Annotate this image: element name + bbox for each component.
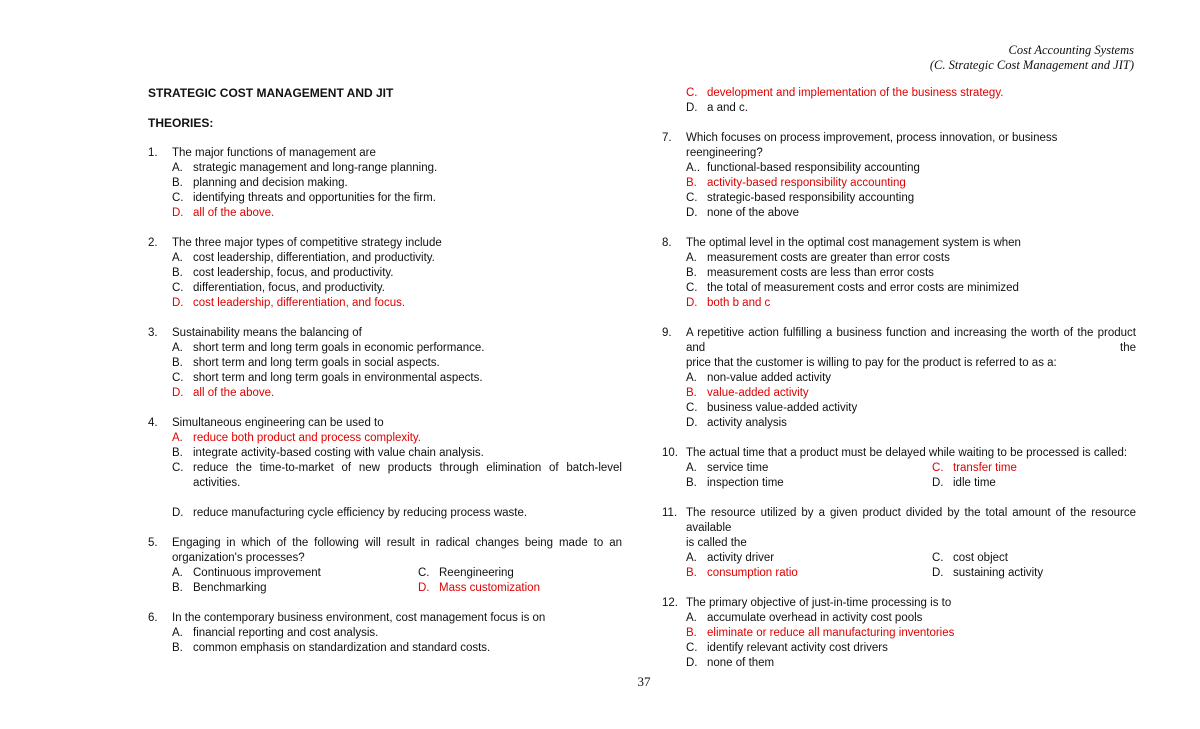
question-12 bbox=[662, 596, 1136, 671]
question-text: Engaging in which of the following will result in radical changes being made to an bbox=[172, 537, 622, 549]
option-c: Reengineering bbox=[439, 567, 514, 579]
option-c-answer: transfer time bbox=[953, 462, 1017, 474]
question-11 bbox=[662, 506, 1136, 581]
option-letter: C. bbox=[172, 372, 184, 384]
question-text: Simultaneous engineering can be used to bbox=[172, 417, 384, 429]
option-letter: B. bbox=[172, 357, 183, 369]
option-letter: A. bbox=[686, 552, 697, 564]
question-8 bbox=[662, 236, 1136, 311]
question-text: Which focuses on process improvement, process innovation, or business reengineering? bbox=[686, 132, 1058, 159]
option-b: measurement costs are less than error costs bbox=[707, 267, 934, 279]
question-number: 10. bbox=[662, 447, 678, 459]
question-number: 9. bbox=[662, 327, 672, 339]
option-letter: A. bbox=[172, 162, 183, 174]
option-letter: A. bbox=[686, 612, 697, 624]
option-d-answer: all of the above. bbox=[193, 387, 275, 399]
question-number: 6. bbox=[148, 612, 158, 624]
option-letter: B. bbox=[686, 627, 697, 639]
option-b: short term and long term goals in social aspects. bbox=[193, 357, 440, 369]
option-letter: D. bbox=[686, 297, 698, 309]
option-b: cost leadership, focus, and productivity. bbox=[193, 267, 394, 279]
option-d: sustaining activity bbox=[953, 567, 1044, 579]
option-a: financial reporting and cost analysis. bbox=[193, 627, 379, 639]
question-text: A repetitive action fulfilling a business function and increasing the worth of the product and the bbox=[686, 327, 1136, 354]
option-letter: D. bbox=[418, 582, 430, 594]
option-letter: B. bbox=[686, 387, 697, 399]
page-title: STRATEGIC COST MANAGEMENT AND JIT bbox=[148, 86, 394, 100]
option-letter: C. bbox=[932, 552, 944, 564]
option-letter: B. bbox=[686, 177, 697, 189]
option-b: Benchmarking bbox=[193, 582, 267, 594]
question-10 bbox=[662, 446, 1136, 491]
option-d-answer: cost leadership, differentiation, and focus. bbox=[193, 297, 406, 309]
option-letter: C. bbox=[172, 282, 184, 294]
option-c: the total of measurement costs and error costs are minimized bbox=[707, 282, 1019, 294]
option-b-answer: eliminate or reduce all manufacturing inventories bbox=[707, 627, 955, 639]
question-number: 4. bbox=[148, 417, 158, 429]
option-d: none of them bbox=[707, 657, 775, 669]
question-number: 3. bbox=[148, 327, 158, 339]
option-letter: D. bbox=[172, 207, 184, 219]
option-letter: B. bbox=[686, 477, 697, 489]
option-letter: A. bbox=[172, 567, 183, 579]
question-6-continued bbox=[662, 86, 1136, 116]
option-letter: D. bbox=[686, 207, 698, 219]
question-3 bbox=[148, 326, 622, 401]
option-letter: B. bbox=[172, 267, 183, 279]
question-text: The major functions of management are bbox=[172, 147, 376, 159]
option-d: none of the above bbox=[707, 207, 800, 219]
question-7 bbox=[662, 131, 1136, 221]
question-text: The three major types of competitive strategy include bbox=[172, 237, 442, 249]
option-d-answer: both b and c bbox=[707, 297, 771, 309]
option-letter: C. bbox=[686, 192, 698, 204]
option-d-answer: all of the above. bbox=[193, 207, 275, 219]
option-letter: A.. bbox=[686, 162, 701, 174]
option-letter: A. bbox=[686, 372, 697, 384]
option-b: planning and decision making. bbox=[193, 177, 348, 189]
option-c: short term and long term goals in environmental aspects. bbox=[193, 372, 483, 384]
option-letter: B. bbox=[172, 582, 183, 594]
option-letter: C. bbox=[686, 282, 698, 294]
question-1 bbox=[148, 146, 622, 221]
question-text: The optimal level in the optimal cost management system is when bbox=[686, 237, 1021, 249]
option-letter: D. bbox=[932, 477, 944, 489]
option-c: differentiation, focus, and productivity. bbox=[193, 282, 385, 294]
question-number: 11. bbox=[662, 507, 678, 519]
option-c: cost object bbox=[953, 552, 1008, 564]
option-c: identifying threats and opportunities for the firm. bbox=[193, 192, 436, 204]
option-letter: C. bbox=[172, 462, 184, 474]
option-a: measurement costs are greater than error costs bbox=[707, 252, 950, 264]
option-letter: C. bbox=[686, 402, 698, 414]
question-number: 12. bbox=[662, 597, 678, 609]
question-2 bbox=[148, 236, 622, 311]
option-c: identify relevant activity cost drivers bbox=[707, 642, 888, 654]
option-letter: D. bbox=[932, 567, 944, 579]
header-line-2: (C. Strategic Cost Management and JIT) bbox=[929, 58, 1134, 72]
option-letter: B. bbox=[686, 567, 697, 579]
question-number: 7. bbox=[662, 132, 672, 144]
question-6 bbox=[148, 611, 622, 656]
option-letter: A. bbox=[686, 462, 697, 474]
option-a: accumulate overhead in activity cost pools bbox=[707, 612, 923, 624]
option-letter: C. bbox=[418, 567, 430, 579]
question-number: 2. bbox=[148, 237, 158, 249]
option-letter: A. bbox=[172, 252, 183, 264]
option-d: a and c. bbox=[707, 102, 748, 114]
option-letter: B. bbox=[172, 642, 183, 654]
option-d: reduce manufacturing cycle efficiency by reducing process waste. bbox=[193, 507, 528, 519]
question-text: The actual time that a product must be delayed while waiting to be processed is called: bbox=[686, 447, 1128, 459]
question-4 bbox=[148, 416, 622, 521]
question-number: 8. bbox=[662, 237, 672, 249]
question-text: The primary objective of just-in-time processing is to bbox=[686, 597, 952, 609]
option-c: reduce the time-to-market of new products through elimination of batch-level activities. bbox=[193, 462, 622, 489]
option-a: functional-based responsibility accounting bbox=[707, 162, 920, 174]
option-a: activity driver bbox=[707, 552, 775, 564]
question-text-cont: price that the customer is willing to pay for the product is referred to as a: bbox=[686, 357, 1057, 369]
option-letter: C. bbox=[686, 642, 698, 654]
option-letter: A. bbox=[172, 627, 183, 639]
option-a: strategic management and long-range planning. bbox=[193, 162, 438, 174]
option-letter: C. bbox=[172, 192, 184, 204]
option-a: cost leadership, differentiation, and productivity. bbox=[193, 252, 435, 264]
section-heading: THEORIES: bbox=[148, 116, 214, 130]
question-number: 1. bbox=[148, 147, 158, 159]
option-a: Continuous improvement bbox=[193, 567, 321, 579]
page-number: 37 bbox=[637, 674, 651, 689]
header-line-1: Cost Accounting Systems bbox=[1008, 43, 1134, 57]
option-letter: D. bbox=[686, 417, 698, 429]
option-b-answer: activity-based responsibility accounting bbox=[707, 177, 906, 189]
option-letter: A. bbox=[172, 342, 183, 354]
option-b: inspection time bbox=[707, 477, 784, 489]
option-letter: D. bbox=[172, 507, 184, 519]
option-a: service time bbox=[707, 462, 769, 474]
option-a: non-value added activity bbox=[707, 372, 832, 384]
option-letter: D. bbox=[686, 657, 698, 669]
option-a: short term and long term goals in economic performance. bbox=[193, 342, 485, 354]
question-5 bbox=[148, 536, 622, 596]
option-letter: A. bbox=[686, 252, 697, 264]
option-c: business value-added activity bbox=[707, 402, 858, 414]
option-letter: B. bbox=[172, 177, 183, 189]
right-column bbox=[662, 86, 1136, 671]
option-c: strategic-based responsibility accounting bbox=[707, 192, 915, 204]
left-column bbox=[148, 86, 622, 656]
option-b: common emphasis on standardization and standard costs. bbox=[193, 642, 491, 654]
option-letter: D. bbox=[172, 297, 184, 309]
option-c-answer: development and implementation of the business strategy. bbox=[707, 87, 1004, 99]
question-number: 5. bbox=[148, 537, 158, 549]
option-letter: C. bbox=[932, 462, 944, 474]
option-letter: B. bbox=[172, 447, 183, 459]
question-text-cont: is called the bbox=[686, 537, 747, 549]
option-b-answer: consumption ratio bbox=[707, 567, 798, 579]
option-letter: A. bbox=[172, 432, 183, 444]
option-letter: C. bbox=[686, 87, 698, 99]
question-text: In the contemporary business environment, cost management focus is on bbox=[172, 612, 546, 624]
question-text-cont: organization's processes? bbox=[172, 552, 305, 564]
option-b: integrate activity-based costing with value chain analysis. bbox=[193, 447, 484, 459]
option-b-answer: value-added activity bbox=[707, 387, 809, 399]
option-d-answer: Mass customization bbox=[439, 582, 540, 594]
option-letter: D. bbox=[172, 387, 184, 399]
option-letter: B. bbox=[686, 267, 697, 279]
question-text: The resource utilized by a given product divided by the total amount of the resource available bbox=[686, 507, 1136, 534]
question-text: Sustainability means the balancing of bbox=[172, 327, 362, 339]
option-a-answer: reduce both product and process complexity. bbox=[193, 432, 421, 444]
option-letter: D. bbox=[686, 102, 698, 114]
option-d: idle time bbox=[953, 477, 996, 489]
option-d: activity analysis bbox=[707, 417, 787, 429]
question-9 bbox=[662, 326, 1136, 431]
running-header bbox=[930, 43, 1134, 73]
